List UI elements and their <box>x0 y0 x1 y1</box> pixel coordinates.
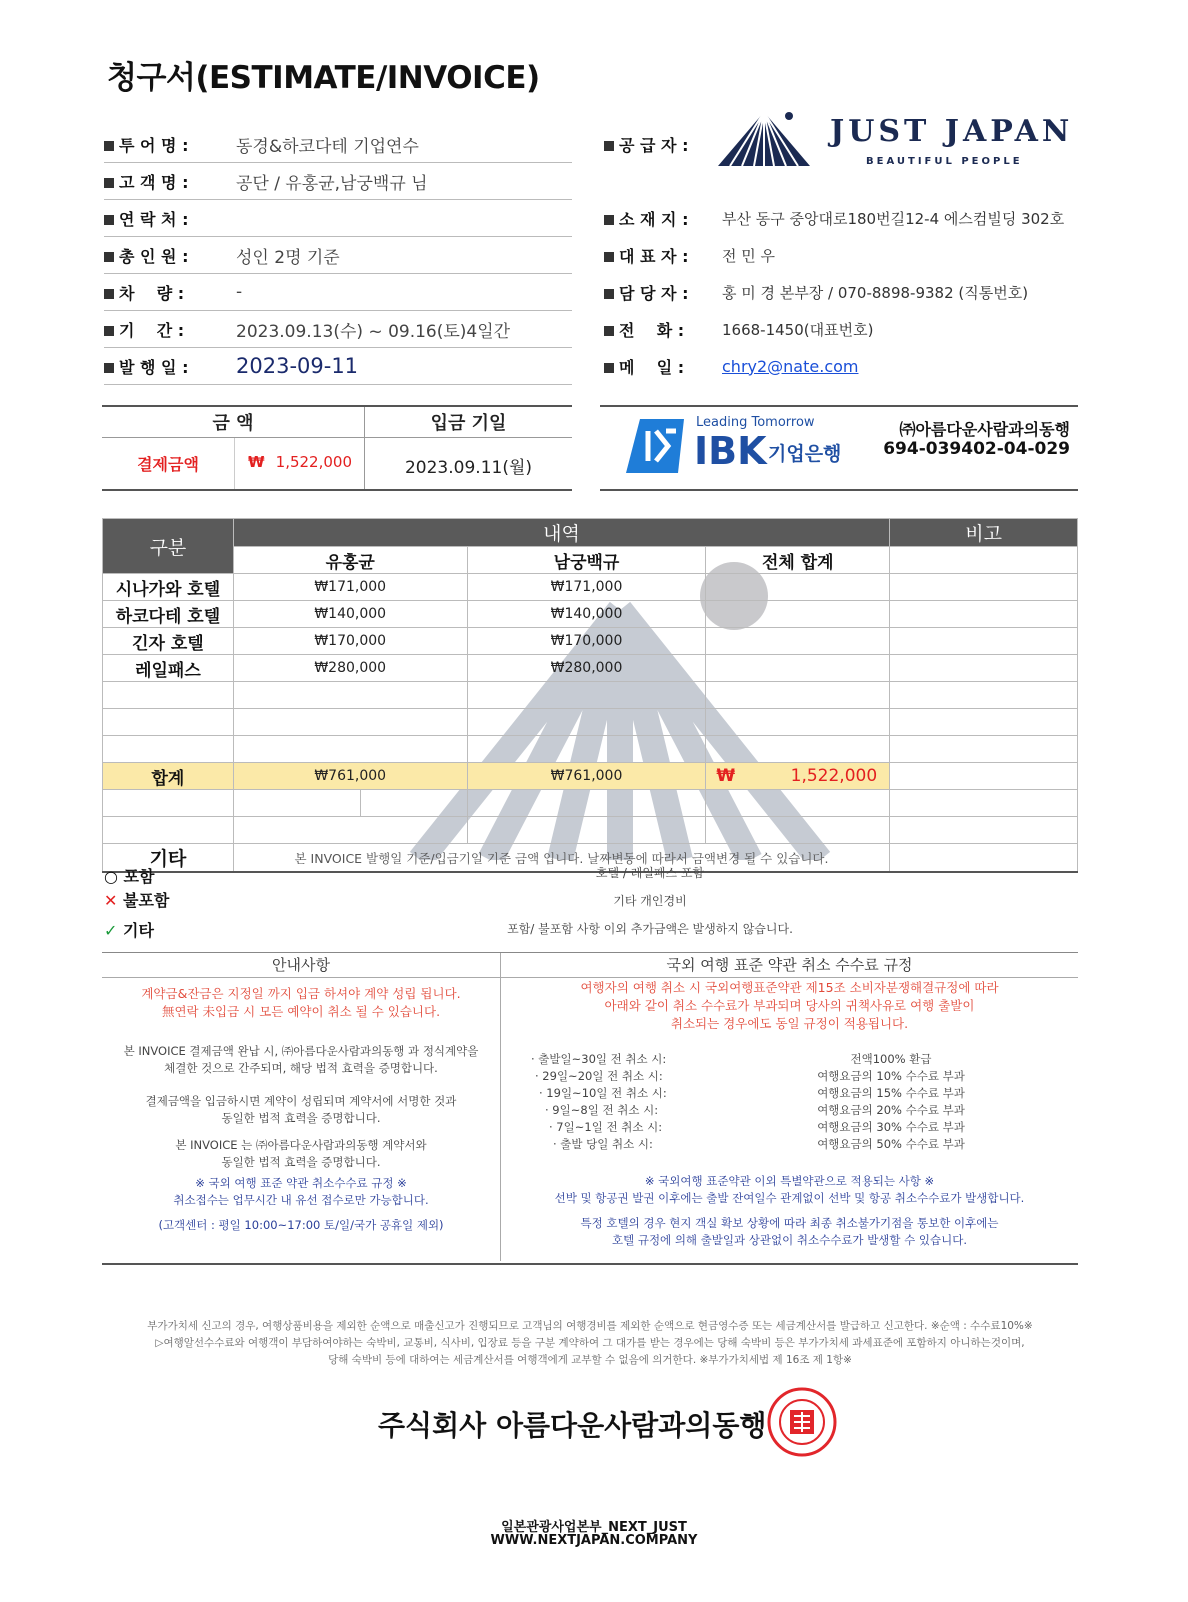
info-label: 발 행 일 : <box>104 355 236 378</box>
account-holder: ㈜아름다운사람과의동행 <box>899 420 1070 439</box>
cancel-red-2: 아래와 같이 취소 수수료가 부과되며 당사의 귀책사유로 여행 출발이 <box>604 998 975 1013</box>
info-label: 총 인 원 : <box>104 244 236 267</box>
header-category: 구분 <box>103 519 234 574</box>
vehicle-value: - <box>236 282 243 302</box>
guide-red-1: 계약금&잔금은 지정일 까지 입금 하셔야 계약 성립 됩니다. <box>141 986 461 1001</box>
header-total: 전체 합계 <box>706 547 890 574</box>
row-label: 레일패스 <box>103 655 234 682</box>
phone-value: 1668-1450(대표번호) <box>722 320 874 339</box>
ceo-value: 전 민 우 <box>722 246 776 265</box>
guide-header: 안내사항 <box>102 953 500 978</box>
other-label: 기타 <box>122 921 154 940</box>
cancel-red-3: 취소되는 경우에도 동일 규정이 적용됩니다. <box>670 1016 909 1031</box>
payment-box <box>102 405 572 491</box>
guide-p4b: 취소접수는 업무시간 내 유선 접수로만 가능합니다. <box>173 1193 429 1207</box>
cancel-s2: 선박 및 항공권 발권 이후에는 출발 잔여일수 관계없이 선박 및 항공 취소수수료가 발생합니다. <box>554 1191 1025 1205</box>
payment-row-label: 결제금액 <box>102 438 235 489</box>
checkmark-icon: ✓ <box>104 921 118 940</box>
ibk-logo-icon <box>622 415 692 477</box>
company-seal-icon <box>766 1386 838 1458</box>
exclude-text: 기타 개인경비 <box>613 894 687 908</box>
cancel-red-1: 여행자의 여행 취소 시 국외여행표준약관 제15조 소비자분쟁해결규정에 따라 <box>580 980 999 995</box>
bank-name-kr: 기업은행 <box>768 443 842 465</box>
headcount-value: 성인 2명 기준 <box>236 247 340 268</box>
period-value: 2023.09.13(수) ~ 09.16(토)4일간 <box>236 321 511 342</box>
terms-section <box>102 952 1078 1265</box>
row-label: 하코다테 호텔 <box>103 601 234 628</box>
issue-date-value: 2023-09-11 <box>236 354 359 378</box>
sum-value-1: ₩761,000 <box>233 763 467 790</box>
header-traveler-1: 유홍균 <box>233 547 467 574</box>
info-email <box>604 348 1078 384</box>
exclude-label: 불포함 <box>122 891 170 910</box>
info-issue-date <box>104 348 572 385</box>
cancel-rule: · 7일~1일 전 취소 시: 여행요금의 30% 수수료 부과 <box>549 1120 965 1134</box>
tax-note-3: 당해 숙박비 등에 대하여는 세금계산서를 여행객에게 교부할 수 없음에 의거한다. ※부가가치세법 제 16조 제 1항※ <box>328 1354 852 1366</box>
sum-total-cell <box>706 763 890 790</box>
bank-name: IBK <box>694 429 767 473</box>
sum-currency: ₩ <box>716 766 736 786</box>
etc-label: 기타 <box>103 844 234 873</box>
company-name: 주식회사 아름다운사람과의동행 <box>378 1409 767 1442</box>
guide-p2a: 결제금액을 입금하시면 계약이 성립되며 계약서에 서명한 것과 <box>145 1094 457 1108</box>
info-label: 연 락 처 : <box>104 207 236 230</box>
bank-box <box>600 405 1078 491</box>
other-text: 포함/ 불포함 사항 이외 추가금액은 발생하지 않습니다. <box>507 922 793 936</box>
amount-value: 1,522,000 <box>275 453 352 471</box>
info-label: 소 재 지 : <box>604 207 722 230</box>
etc-text: 본 INVOICE 발행일 기준/입금기일 기준 금액 입니다. 날짜변동에 따라서 금액변경 될 수 있습니다. <box>233 844 889 873</box>
invoice-table <box>102 518 1078 873</box>
guide-p4a: ※ 국외 여행 표준 약관 취소수수료 규정 ※ <box>195 1176 407 1190</box>
just-japan-logo <box>716 108 1076 172</box>
info-label: 공 급 자 : <box>604 133 722 156</box>
row-value-1: ₩140,000 <box>233 601 467 628</box>
sum-value-2: ₩761,000 <box>467 763 706 790</box>
mountain-logo-icon <box>716 108 816 170</box>
guide-p2b: 동일한 법적 효력을 증명합니다. <box>221 1111 381 1125</box>
table-row <box>103 628 1078 655</box>
guide-p3b: 동일한 법적 효력을 증명합니다. <box>221 1155 381 1169</box>
info-headcount <box>104 237 572 274</box>
info-customer-name <box>104 163 572 200</box>
row-value-1: ₩280,000 <box>233 655 467 682</box>
sum-label: 합계 <box>103 763 234 790</box>
row-value-2: ₩171,000 <box>467 574 706 601</box>
customer-name-value: 공단 / 유홍균,남궁백규 님 <box>236 173 428 194</box>
info-address <box>604 200 1078 236</box>
tax-note-2: ▷여행알선수수료와 여행객이 부담하여야하는 숙박비, 교통비, 식사비, 입장료 등을 구분 계약하여 그 대가를 받는 경우에는 당해 숙박비 등은 부가가치세 과세표준에 포함하지 아니하는것이며, <box>155 1337 1025 1349</box>
guide-body <box>102 985 500 1234</box>
guide-p3a: 본 INVOICE 는 ㈜아름다운사람과의동행 계약서와 <box>175 1138 427 1152</box>
account-number: 694-039402-04-029 <box>883 439 1070 459</box>
info-ceo <box>604 237 1078 273</box>
header-note: 비고 <box>890 519 1078 547</box>
logo-tagline: BEAUTIFUL PEOPLE <box>866 156 1023 167</box>
cancel-body <box>501 979 1078 1033</box>
row-label: 긴자 호텔 <box>103 628 234 655</box>
header-traveler-2: 남궁백규 <box>467 547 706 574</box>
guide-p1a: 본 INVOICE 결제금액 완납 시, ㈜아름다운사람과의동행 과 정식계약을 <box>123 1044 479 1058</box>
email-link[interactable]: chry2@nate.com <box>722 356 859 376</box>
cancel-s3: 특정 호텔의 경우 현지 객실 확보 상황에 따라 최종 취소불가기점을 통보한 이후에는 <box>580 1216 999 1230</box>
info-contact <box>104 200 572 237</box>
x-mark-icon: ✕ <box>104 891 118 910</box>
logo-wordmark: JUST JAPAN <box>830 114 1074 149</box>
cancel-rule: · 29일~20일 전 취소 시: 여행요금의 10% 수수료 부과 <box>535 1069 965 1083</box>
guide-red-2: 無연락 未입금 시 모든 예약이 취소 될 수 있습니다. <box>161 1004 441 1019</box>
footer-website[interactable]: WWW.NEXTJAPAN.COMPANY <box>490 1533 698 1548</box>
info-label: 차 량 : <box>104 281 236 304</box>
row-value-1: ₩171,000 <box>233 574 467 601</box>
info-vehicle <box>104 274 572 311</box>
cancel-s4: 호텔 규정에 의해 출발일과 상관없이 취소수수료가 발생할 수 있습니다. <box>611 1233 968 1247</box>
info-label: 대 표 자 : <box>604 244 722 267</box>
cancel-s1: ※ 국외여행 표준약관 이외 특별약관으로 적용되는 사항 ※ <box>644 1174 935 1188</box>
table-row <box>103 601 1078 628</box>
cancel-rules <box>501 1051 1078 1153</box>
include-text: 호텔 / 레일패스 포함 <box>595 866 705 880</box>
page-title: 청구서(ESTIMATE/INVOICE) <box>107 60 540 96</box>
cancel-rule: · 19일~10일 전 취소 시: 여행요금의 15% 수수료 부과 <box>539 1086 965 1100</box>
amount-header: 금 액 <box>102 407 365 438</box>
row-value-2: ₩280,000 <box>467 655 706 682</box>
legend-exclude <box>104 888 169 911</box>
tax-note-1: 부가가치세 신고의 경우, 여행상품비용을 제외한 순액으로 매출신고가 진행되므로 고객님의 여행경비를 제외한 순액으로 현금영수증 또는 세금계산서를 발급하고 신고한다. ※순액 : 수수료10%※ <box>147 1320 1033 1332</box>
due-header: 입금 기일 <box>365 407 572 438</box>
info-manager <box>604 274 1078 310</box>
info-label: 담 당 자 : <box>604 281 722 304</box>
legend-include <box>104 864 154 887</box>
row-value-2: ₩170,000 <box>467 628 706 655</box>
info-label: 기 간 : <box>104 318 236 341</box>
cancel-header: 국외 여행 표준 약관 취소 수수료 규정 <box>501 953 1078 978</box>
info-label: 투 어 명 : <box>104 133 236 156</box>
info-label: 고 객 명 : <box>104 170 236 193</box>
row-value-2: ₩140,000 <box>467 601 706 628</box>
row-label: 시나가와 호텔 <box>103 574 234 601</box>
cancel-rule: · 9일~8일 전 취소 시: 여행요금의 20% 수수료 부과 <box>545 1103 965 1117</box>
address-value: 부산 동구 중앙대로180번길12-4 에스컴빌딩 302호 <box>722 209 1065 228</box>
info-label: 메 일 : <box>604 355 722 378</box>
bank-tagline: Leading Tomorrow <box>696 415 815 430</box>
footer-dept: 일본관광사업본부_NEXT_JUST <box>501 1520 687 1535</box>
guide-p5: (고객센터 : 평일 10:00~17:00 토/일/국가 공휴일 제외) <box>158 1218 444 1232</box>
cancel-rule: · 출발 당일 취소 시: 여행요금의 50% 수수료 부과 <box>553 1137 965 1151</box>
amount-currency: ₩ <box>248 453 265 471</box>
info-period <box>104 311 572 348</box>
info-label: 전 화 : <box>604 318 722 341</box>
include-label: 포함 <box>123 867 155 886</box>
legend-other <box>104 918 154 941</box>
table-row <box>103 655 1078 682</box>
sum-total: 1,522,000 <box>790 766 878 786</box>
row-value-1: ₩170,000 <box>233 628 467 655</box>
cancel-rule: · 출발일~30일 전 취소 시: 전액100% 환급 <box>531 1052 932 1066</box>
info-phone <box>604 311 1078 347</box>
circle-icon: ○ <box>104 867 118 886</box>
sum-row <box>103 763 1078 790</box>
due-date-value: 2023.09.11(월) <box>404 458 533 478</box>
table-row <box>103 574 1078 601</box>
manager-value: 홍 미 경 본부장 / 070-8898-9382 (직통번호) <box>722 283 1029 302</box>
info-tour-name <box>104 126 572 163</box>
guide-p1b: 체결한 것으로 간주되며, 해당 법적 효력을 증명합니다. <box>164 1061 438 1075</box>
cancel-special <box>501 1173 1078 1249</box>
header-detail: 내역 <box>233 519 889 547</box>
tour-name-value: 동경&하코다테 기업연수 <box>236 136 419 157</box>
tax-note <box>100 1318 1080 1369</box>
